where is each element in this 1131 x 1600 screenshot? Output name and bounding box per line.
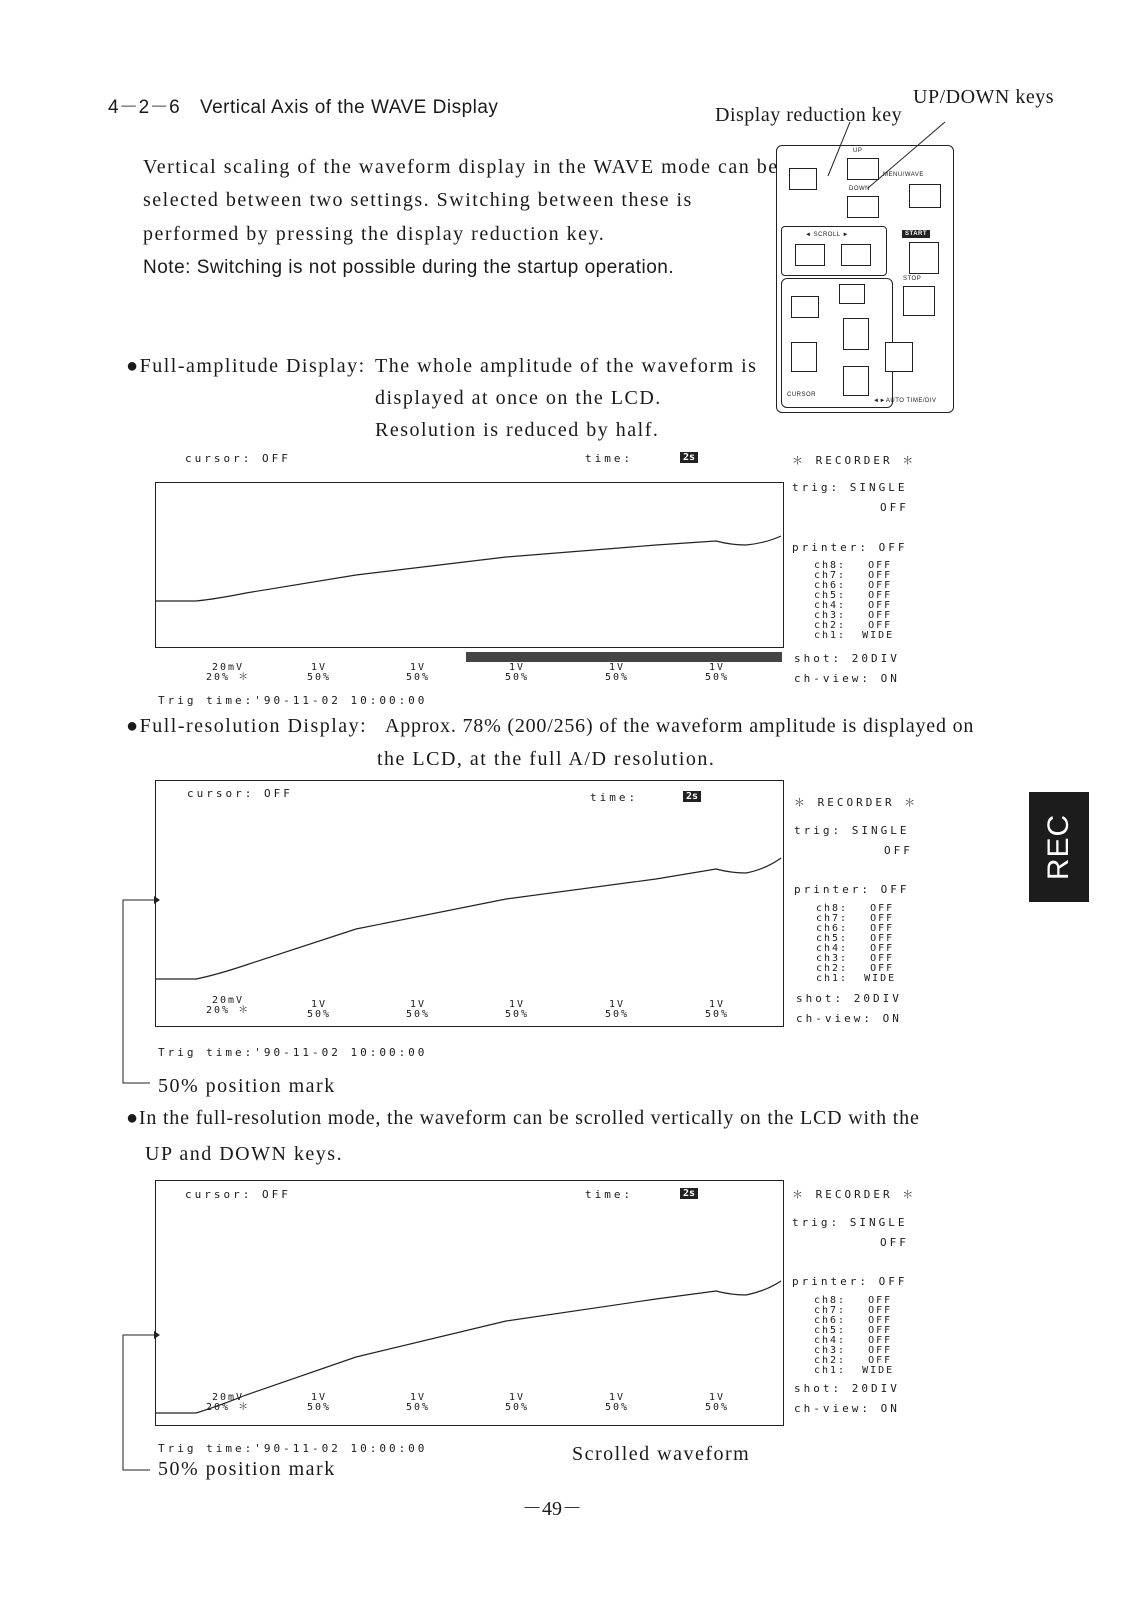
lcd1-cursor: cursor: OFF: [185, 452, 291, 465]
section-number: 4－2－6: [108, 97, 181, 118]
lcd2-scale-1: 1V 50%: [307, 999, 332, 1020]
ch5-value: OFF: [868, 590, 893, 601]
scroll-right-key[interactable]: [841, 244, 871, 266]
cursor-right-key[interactable]: [885, 342, 913, 372]
section-title: [108, 92, 498, 119]
lcd1-waveform: [156, 483, 783, 647]
start-key[interactable]: [909, 242, 939, 274]
display-reduction-key[interactable]: [789, 168, 817, 190]
lcd2-scale-5: 1V 50%: [705, 999, 730, 1020]
lcd3-cursor: cursor: OFF: [185, 1188, 291, 1201]
ch1-value: WIDE: [862, 630, 895, 641]
updown-keys-callout: UP/DOWN keys: [913, 86, 1054, 108]
ch7-label: ch7:: [814, 570, 847, 581]
scroll-left-key[interactable]: [795, 244, 825, 266]
full-amplitude-label: ●Full-amplitude Display:: [126, 355, 366, 377]
lcd1-channel-list: [814, 561, 894, 641]
lcd3-trig: trig: SINGLE: [792, 1216, 908, 1229]
lcd1-trig-time: Trig time:'90-11-02 10:00:00: [158, 694, 428, 707]
lcd2-recorder: ＊ RECORDER ＊: [794, 796, 919, 809]
lcd2-chview: ch-view: ON: [796, 1012, 902, 1025]
lcd1-scale-5: 1V 50%: [705, 662, 730, 683]
lcd2-printer: printer: OFF: [794, 883, 910, 896]
scroll-label: ◄ SCROLL ►: [805, 232, 849, 238]
lcd3-wave-area: [155, 1180, 784, 1426]
lcd3-channel-list: ch8: OFF ch7: OFF ch6: OFF ch5: OFF ch4: OFF ch3: OFF ch2: OFF ch1: WIDE: [814, 1295, 895, 1376]
position-mark-bracket-1: [118, 895, 163, 1090]
cursor-label: CURSOR: [787, 392, 817, 398]
ch2-value: OFF: [868, 620, 893, 631]
lcd3-recorder: ＊ RECORDER ＊: [792, 1188, 917, 1201]
cursor-down-key[interactable]: [843, 366, 869, 396]
lcd2-shot: shot: 20DIV: [796, 992, 902, 1005]
menu-wave-label: MENU/WAVE: [883, 172, 924, 178]
scroll-note-line-1: ●In the full-resolution mode, the waveform can be scrolled vertically on the LCD with the: [126, 1107, 920, 1129]
lcd3-time: time:: [585, 1188, 634, 1201]
note-text: Note: Switching is not possible during the startup operation.: [143, 257, 675, 278]
lcd2-scale-0: 20mV 20% ＊: [206, 995, 251, 1016]
cursor-left-key[interactable]: [791, 342, 817, 372]
ch5-label: ch5:: [814, 590, 847, 601]
control-panel: [776, 145, 954, 413]
full-resolution-text-1: Approx. 78% (200/256) of the waveform amplitude is displayed on: [385, 715, 975, 737]
lcd2-scale-3: 1V 50%: [505, 999, 530, 1020]
scrolled-caption: Scrolled waveform: [572, 1443, 751, 1465]
full-resolution-text-2: the LCD, at the full A/D resolution.: [377, 748, 716, 770]
ch3-value: OFF: [868, 610, 893, 621]
lcd3-scale-3: 1V 50%: [505, 1392, 530, 1413]
lcd3-shot: shot: 20DIV: [794, 1382, 900, 1395]
lcd2-time-badge: 2s: [683, 791, 701, 802]
intro-line-1: Vertical scaling of the waveform display in the WAVE mode can be: [143, 156, 779, 178]
lcd3-scale-2: 1V 50%: [406, 1392, 431, 1413]
lcd3-scale-1: 1V 50%: [307, 1392, 332, 1413]
ch6-value: OFF: [868, 580, 893, 591]
lcd1-side-panel: [792, 452, 916, 468]
page-number: －49－: [522, 1498, 582, 1520]
ch8-label: ch8:: [814, 560, 847, 571]
lcd1-scale-1: 1V 50%: [307, 662, 332, 683]
up-label: UP: [853, 148, 863, 154]
menu-wave-key[interactable]: [909, 184, 941, 208]
start-label: START: [902, 230, 930, 238]
lcd1-scale-4: 1V 50%: [605, 662, 630, 683]
full-amplitude-text-1: The whole amplitude of the waveform is: [375, 355, 758, 377]
full-amplitude-text-2: displayed at once on the LCD.: [375, 387, 662, 409]
up-key[interactable]: [847, 158, 879, 180]
ch2-label: ch2:: [814, 620, 847, 631]
stop-key[interactable]: [903, 286, 935, 316]
lcd1-time: time:: [585, 452, 634, 465]
ch1-label: ch1:: [814, 630, 847, 641]
cursor-key-b[interactable]: [839, 284, 865, 304]
lcd1-scale-0: 20mV 20% ＊: [206, 662, 251, 683]
lcd2-trig: trig: SINGLE: [794, 824, 910, 837]
rec-side-tab-label: REC: [1042, 813, 1075, 881]
auto-label: ◄►AUTO TIME/DIV: [873, 398, 937, 404]
position-mark-label-1: 50% position mark: [158, 1075, 336, 1097]
ch4-value: OFF: [868, 600, 893, 611]
intro-line-3: performed by pressing the display reduction key.: [143, 223, 606, 245]
lcd2-scale-2: 1V 50%: [406, 999, 431, 1020]
lcd3-time-badge: 2s: [680, 1188, 698, 1199]
lcd3-scale-0: 20mV 20% ＊: [206, 1392, 251, 1413]
lcd3-printer: printer: OFF: [792, 1275, 908, 1288]
lcd2-cursor: cursor: OFF: [187, 787, 293, 800]
stop-label: STOP: [903, 276, 922, 282]
intro-line-2: selected between two settings. Switching between these is: [143, 189, 693, 211]
recorder-title: ＊ RECORDER ＊: [792, 454, 917, 467]
full-amplitude-text-3: Resolution is reduced by half.: [375, 419, 660, 441]
scroll-note-line-2: UP and DOWN keys.: [145, 1143, 344, 1165]
ch4-label: ch4:: [814, 600, 847, 611]
lcd1-scale-3: 1V 50%: [505, 662, 530, 683]
ch3-label: ch3:: [814, 610, 847, 621]
position-mark-bracket-2: [118, 1330, 163, 1475]
lcd3-scale-5: 1V 50%: [705, 1392, 730, 1413]
cursor-key-a[interactable]: [791, 296, 819, 318]
lcd2-scale-4: 1V 50%: [605, 999, 630, 1020]
lcd2-wave-area: [155, 780, 784, 1027]
lcd1-wave-area: [155, 482, 784, 648]
lcd2-waveform: [156, 781, 783, 1026]
display-reduction-callout: Display reduction key: [715, 104, 903, 126]
rec-side-tab: [1029, 792, 1089, 902]
lcd2-trig-val: OFF: [884, 844, 913, 857]
lcd3-trig-time: Trig time:'90-11-02 10:00:00: [158, 1442, 428, 1455]
lcd2-time: time:: [590, 791, 639, 804]
full-resolution-label: ●Full-resolution Display:: [126, 715, 368, 737]
lcd1-shot: shot: 20DIV: [794, 652, 900, 665]
lcd1-trig: trig: SINGLE: [792, 481, 908, 494]
ch8-value: OFF: [868, 560, 893, 571]
lcd1-chview: ch-view: ON: [794, 672, 900, 685]
ch7-value: OFF: [868, 570, 893, 581]
lcd1-time-badge: 2s: [680, 452, 698, 463]
ch6-label: ch6:: [814, 580, 847, 591]
position-mark-label-2: 50% position mark: [158, 1458, 336, 1480]
lcd1-printer: printer: OFF: [792, 541, 908, 554]
cursor-up-key[interactable]: [843, 318, 869, 350]
lcd1-scale-bar: [466, 652, 782, 662]
lcd3-trig-val: OFF: [880, 1236, 909, 1249]
lcd3-scale-4: 1V 50%: [605, 1392, 630, 1413]
lcd3-waveform: [156, 1181, 783, 1425]
lcd1-trig-val: OFF: [880, 501, 909, 514]
section-title-text: Vertical Axis of the WAVE Display: [199, 97, 499, 118]
down-label: DOWN: [849, 186, 870, 192]
lcd3-chview: ch-view: ON: [794, 1402, 900, 1415]
lcd1-scale-2: 1V 50%: [406, 662, 431, 683]
down-key[interactable]: [847, 196, 879, 218]
lcd2-channel-list: ch8: OFF ch7: OFF ch6: OFF ch5: OFF ch4: OFF ch3: OFF ch2: OFF ch1: WIDE: [816, 903, 897, 984]
lcd2-trig-time: Trig time:'90-11-02 10:00:00: [158, 1046, 428, 1059]
